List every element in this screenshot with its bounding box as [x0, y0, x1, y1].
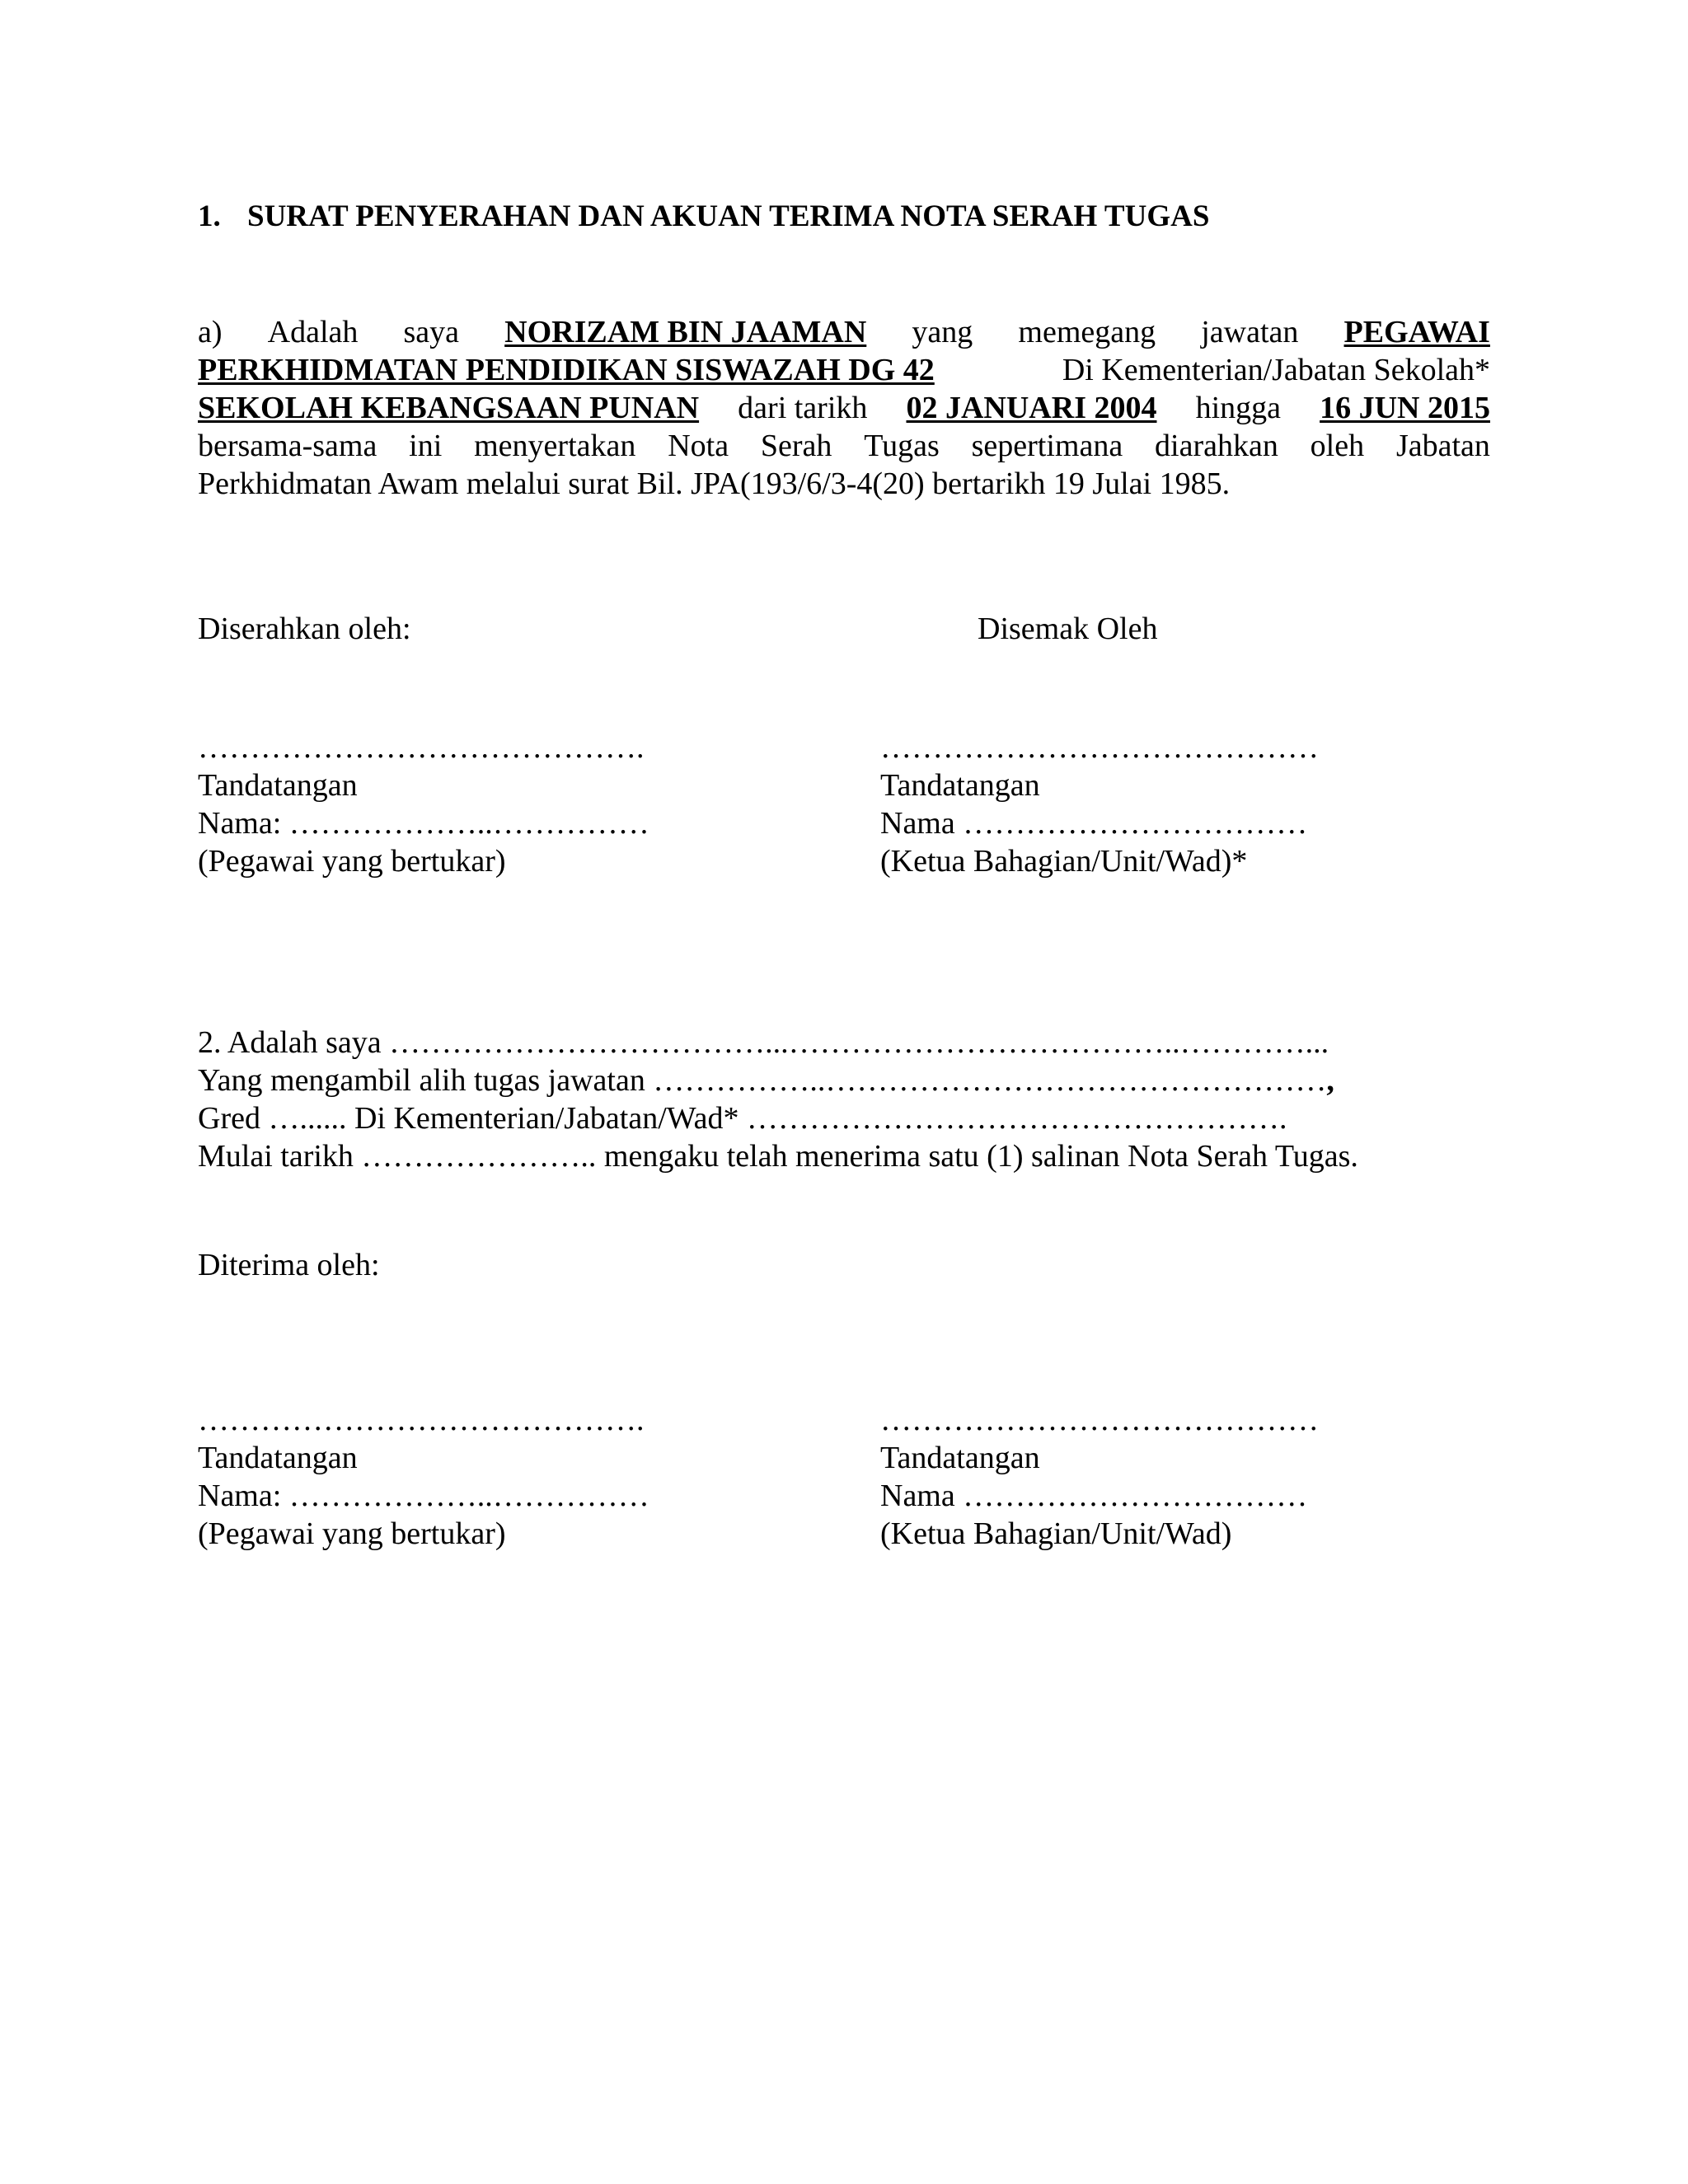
- word: Jabatan: [1395, 429, 1490, 463]
- document-heading: [198, 198, 1209, 236]
- word: ini: [409, 429, 443, 463]
- handover-left-title: Diserahkan oleh:: [198, 612, 411, 646]
- heading-number: 1.: [198, 199, 221, 233]
- signature-label: Tandatangan: [880, 1441, 1040, 1475]
- section-2-line-3: Gred …...... Di Kementerian/Jabatan/Wad* …………………………………………….: [198, 1101, 1287, 1136]
- section-a-line-3: [198, 389, 1490, 427]
- section-2-line-2-text: Yang mengambil alih tugas jawatan ……………..…………………………………………: [198, 1063, 1327, 1098]
- section-2-line-1: 2. Adalah saya ………………………………...………………………………..…………...: [198, 1025, 1329, 1060]
- role-label: (Ketua Bahagian/Unit/Wad)*: [880, 844, 1248, 879]
- receipt-right-signature: [880, 1401, 1319, 1553]
- from-text: dari tarikh: [738, 391, 868, 425]
- signature-label: Tandatangan: [198, 1441, 358, 1475]
- section-a-line-1: [198, 313, 1490, 351]
- officer-name: NORIZAM BIN JAAMAN: [504, 315, 867, 349]
- section-a-line-5-text: Perkhidmatan Awam melalui surat Bil. JPA(193/6/3-4(20) bertarikh 19 Julai 1985.: [198, 466, 1231, 501]
- position-part-2: PERKHIDMATAN PENDIDIKAN SISWAZAH DG 42: [198, 353, 935, 387]
- to-text: hingga: [1195, 391, 1282, 425]
- role-label: (Pegawai yang bertukar): [198, 844, 506, 879]
- word: jawatan: [1201, 315, 1299, 349]
- handover-right-title: Disemak Oleh: [978, 612, 1158, 646]
- word: saya: [403, 315, 460, 349]
- department-text: Di Kementerian/Jabatan Sekolah*: [1062, 353, 1490, 387]
- word: oleh: [1310, 429, 1365, 463]
- receipt-left-signature: [198, 1401, 649, 1553]
- section-a-line-5: [198, 465, 1490, 503]
- word: diarahkan: [1155, 429, 1278, 463]
- section-a-paragraph: [198, 313, 1490, 503]
- section-a-line-4: [198, 427, 1490, 465]
- heading-title: SURAT PENYERAHAN DAN AKUAN TERIMA NOTA SERAH TUGAS: [247, 199, 1210, 233]
- date-from: 02 JANUARI 2004: [906, 391, 1157, 425]
- name-field: Nama ……………………………: [880, 806, 1308, 841]
- section-a-line-2: [198, 351, 1490, 389]
- signature-line: …………………………………….: [198, 1403, 645, 1437]
- word: Serah: [760, 429, 832, 463]
- word: Nota: [668, 429, 729, 463]
- section-2-line-2: [198, 1062, 1358, 1099]
- word: Adalah: [267, 315, 359, 349]
- section-2-paragraph: [198, 1024, 1358, 1175]
- name-field: Nama: ………………..……………: [198, 1479, 649, 1513]
- signature-line: ……………………………………: [880, 1403, 1319, 1437]
- signature-label: Tandatangan: [880, 768, 1040, 803]
- word: sepertimana: [971, 429, 1123, 463]
- name-field: Nama ……………………………: [880, 1479, 1308, 1513]
- word: menyertakan: [474, 429, 636, 463]
- role-label: (Pegawai yang bertukar): [198, 1516, 506, 1551]
- signature-line: ……………………………………: [880, 730, 1319, 765]
- word: bersama-sama: [198, 429, 377, 463]
- date-to: 16 JUN 2015: [1320, 391, 1490, 425]
- section-2-line-4: Mulai tarikh ………………….. mengaku telah menerima satu (1) salinan Nota Serah Tugas.: [198, 1139, 1358, 1174]
- name-field: Nama: ………………..……………: [198, 806, 649, 841]
- handover-right-signature: [880, 729, 1319, 880]
- section-2-line-2-comma: ,: [1326, 1063, 1334, 1098]
- role-label: (Ketua Bahagian/Unit/Wad): [880, 1516, 1232, 1551]
- section-a-label: a): [198, 315, 223, 349]
- word: memegang: [1018, 315, 1156, 349]
- position-part-1: PEGAWAI: [1343, 315, 1490, 349]
- handover-left-signature: [198, 729, 649, 880]
- signature-label: Tandatangan: [198, 768, 358, 803]
- signature-line: …………………………………….: [198, 730, 645, 765]
- receipt-title: Diterima oleh:: [198, 1248, 380, 1282]
- word: yang: [912, 315, 973, 349]
- school-name: SEKOLAH KEBANGSAAN PUNAN: [198, 391, 700, 425]
- word: Tugas: [864, 429, 940, 463]
